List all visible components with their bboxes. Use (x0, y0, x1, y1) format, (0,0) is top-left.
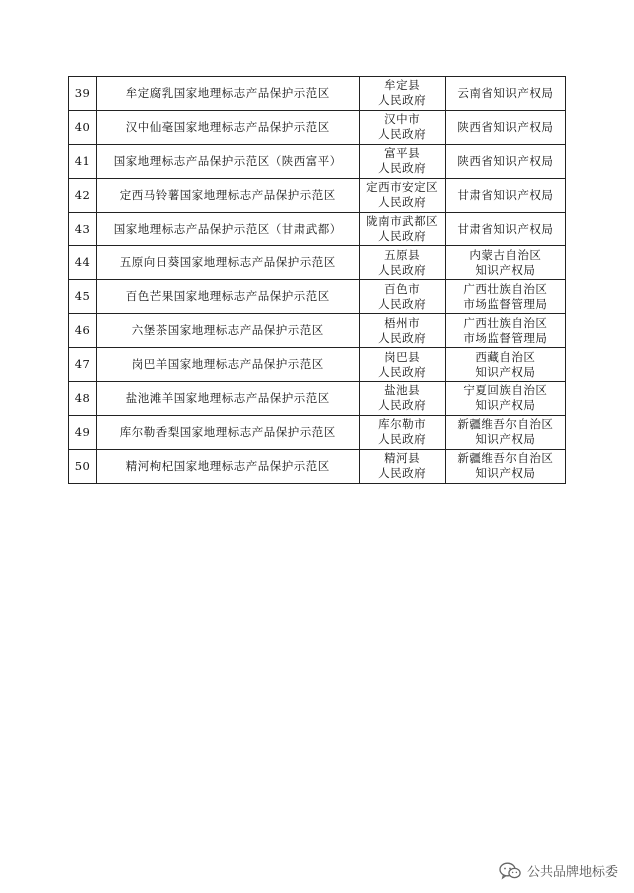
zone-name: 汉中仙毫国家地理标志产品保护示范区 (97, 110, 360, 144)
ip-authority (445, 144, 565, 178)
local-government (359, 280, 445, 314)
ip-authority-line: 新疆维吾尔自治区 (457, 451, 554, 466)
local-government-line: 五原县 (384, 247, 421, 262)
ip-authority (445, 415, 565, 449)
ip-authority-line: 知识产权局 (475, 398, 536, 413)
table-row (69, 280, 566, 314)
zone-name: 六堡茶国家地理标志产品保护示范区 (97, 314, 360, 348)
ip-authority (445, 280, 565, 314)
ip-authority (445, 449, 565, 483)
zone-name: 牟定腐乳国家地理标志产品保护示范区 (97, 77, 360, 111)
local-government-line: 盐池县 (384, 383, 421, 398)
row-number: 42 (69, 178, 97, 212)
local-government (359, 415, 445, 449)
ip-authority-line: 内蒙古自治区 (469, 247, 542, 262)
row-number: 43 (69, 212, 97, 246)
row-number: 47 (69, 348, 97, 382)
local-government-line: 人民政府 (378, 398, 427, 413)
watermark (499, 861, 618, 880)
local-government-line: 人民政府 (378, 93, 427, 108)
row-number: 46 (69, 314, 97, 348)
row-number: 40 (69, 110, 97, 144)
ip-authority-line: 知识产权局 (475, 466, 536, 481)
table-row (69, 178, 566, 212)
local-government (359, 178, 445, 212)
zone-name: 国家地理标志产品保护示范区（甘肃武都） (97, 212, 360, 246)
row-number: 44 (69, 246, 97, 280)
local-government-line: 汉中市 (384, 112, 421, 127)
local-government-line: 人民政府 (378, 161, 427, 176)
local-government-line: 人民政府 (378, 364, 427, 379)
local-government (359, 77, 445, 111)
local-government-line: 人民政府 (378, 127, 427, 142)
row-number: 39 (69, 77, 97, 111)
local-government-line: 梧州市 (384, 315, 421, 330)
local-government-line: 岗巴县 (384, 349, 421, 364)
row-number: 41 (69, 144, 97, 178)
local-government-line: 人民政府 (378, 229, 427, 243)
table-row (69, 348, 566, 382)
local-government-line: 牟定县 (384, 78, 421, 93)
ip-authority-line: 广西壮族自治区 (463, 315, 548, 330)
zone-name: 库尔勒香梨国家地理标志产品保护示范区 (97, 415, 360, 449)
local-government (359, 382, 445, 416)
table-row (69, 212, 566, 246)
ip-authority-line: 甘肃省知识产权局 (457, 221, 554, 236)
local-government (359, 246, 445, 280)
ip-authority-line: 市场监督管理局 (463, 330, 548, 345)
local-government (359, 144, 445, 178)
local-government-line: 陇南市武都区 (366, 214, 439, 228)
zone-name: 国家地理标志产品保护示范区（陕西富平） (97, 144, 360, 178)
table-row (69, 415, 566, 449)
ip-authority (445, 382, 565, 416)
local-government-line: 人民政府 (378, 262, 427, 277)
ip-authority (445, 110, 565, 144)
zone-name: 盐池滩羊国家地理标志产品保护示范区 (97, 382, 360, 416)
ip-authority-line: 知识产权局 (475, 432, 536, 447)
local-government-line: 人民政府 (378, 330, 427, 345)
ip-authority-line: 知识产权局 (475, 364, 536, 379)
local-government-line: 定西市安定区 (366, 180, 439, 195)
row-number: 50 (69, 449, 97, 483)
local-government (359, 314, 445, 348)
ip-authority (445, 348, 565, 382)
zone-name: 百色芒果国家地理标志产品保护示范区 (97, 280, 360, 314)
ip-authority (445, 77, 565, 111)
ip-authority-line: 新疆维吾尔自治区 (457, 417, 554, 432)
ip-authority (445, 178, 565, 212)
ip-authority-line: 陕西省知识产权局 (457, 153, 554, 168)
table-row (69, 314, 566, 348)
table-row (69, 246, 566, 280)
table-row (69, 144, 566, 178)
table-row (69, 449, 566, 483)
local-government-line: 精河县 (384, 451, 421, 466)
ip-authority (445, 314, 565, 348)
table-row (69, 382, 566, 416)
local-government (359, 110, 445, 144)
zone-name: 精河枸杞国家地理标志产品保护示范区 (97, 449, 360, 483)
table-body (69, 77, 566, 484)
local-government (359, 348, 445, 382)
local-government-line: 人民政府 (378, 195, 427, 210)
ip-authority-line: 宁夏回族自治区 (463, 383, 548, 398)
local-government-line: 人民政府 (378, 466, 427, 481)
local-government (359, 212, 445, 246)
local-government-line: 人民政府 (378, 296, 427, 311)
zone-name: 五原向日葵国家地理标志产品保护示范区 (97, 246, 360, 280)
zone-name: 定西马铃薯国家地理标志产品保护示范区 (97, 178, 360, 212)
ip-authority-line: 知识产权局 (475, 262, 536, 277)
ip-authority-line: 云南省知识产权局 (457, 85, 554, 100)
ip-authority-line: 甘肃省知识产权局 (457, 187, 554, 202)
row-number: 45 (69, 280, 97, 314)
local-government-line: 百色市 (384, 281, 421, 296)
row-number: 49 (69, 415, 97, 449)
table-row (69, 77, 566, 111)
local-government-line: 富平县 (384, 146, 421, 161)
ip-authority (445, 212, 565, 246)
local-government (359, 449, 445, 483)
ip-authority-line: 广西壮族自治区 (463, 281, 548, 296)
ip-authority-line: 西藏自治区 (475, 349, 536, 364)
protection-zone-table (68, 76, 566, 484)
local-government-line: 库尔勒市 (378, 417, 427, 432)
table-row (69, 110, 566, 144)
watermark-text: 公共品牌地标委 (526, 865, 618, 880)
ip-authority-line: 市场监督管理局 (463, 296, 548, 311)
row-number: 48 (69, 382, 97, 416)
ip-authority (445, 246, 565, 280)
ip-authority-line: 陕西省知识产权局 (457, 119, 554, 134)
wechat-icon (499, 862, 521, 880)
zone-name: 岗巴羊国家地理标志产品保护示范区 (97, 348, 360, 382)
local-government-line: 人民政府 (378, 432, 427, 447)
